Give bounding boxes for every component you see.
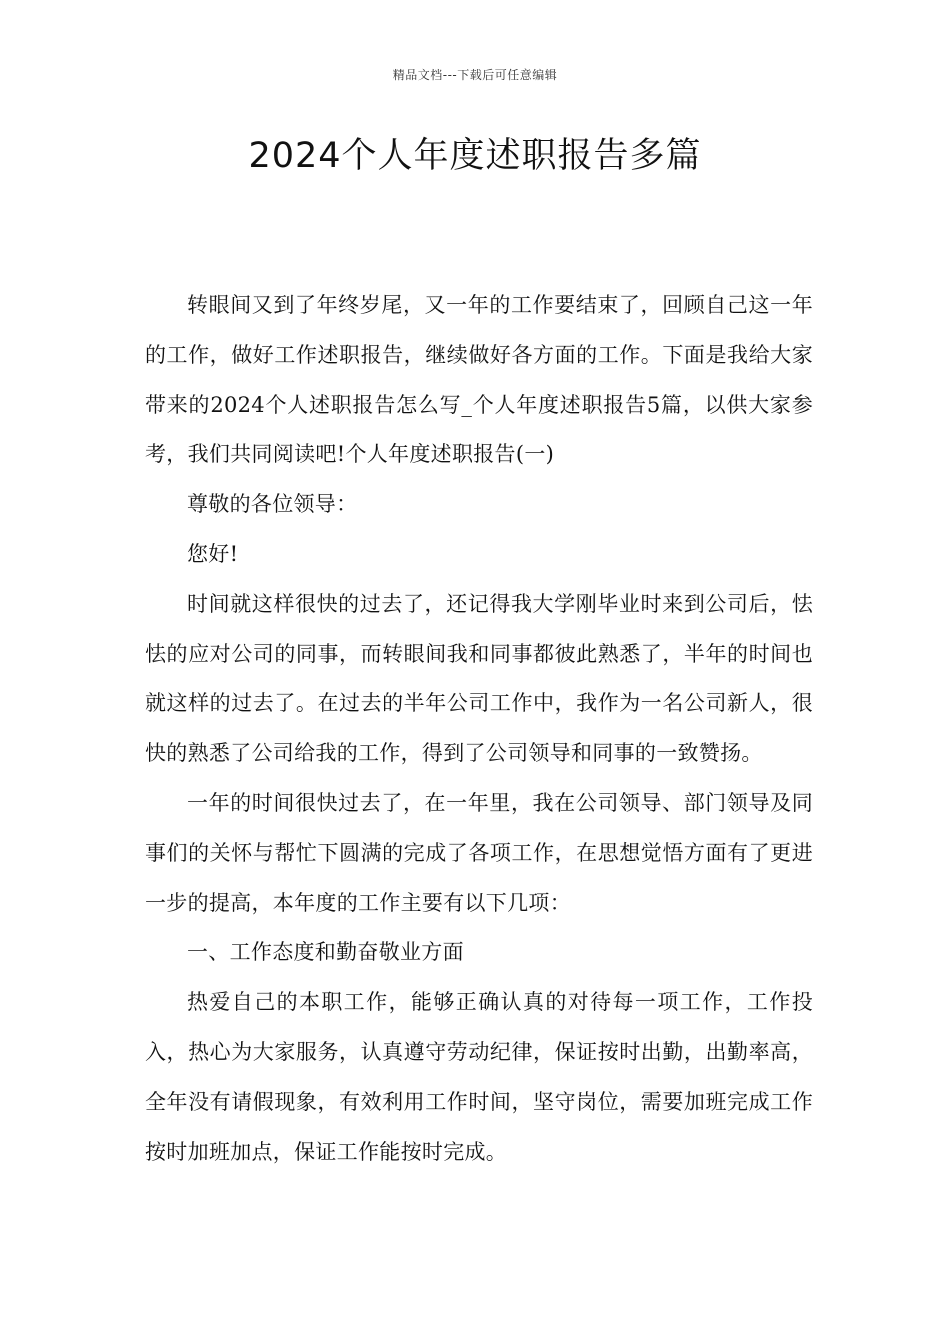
paragraph-intro: 转眼间又到了年终岁尾，又一年的工作要结束了，回顾自己这一年的工作，做好工作述职报告，继续做好各方面的工作。下面是我给大家带来的2024个人述职报告怎么写_个人年度述职报告5篇，以供大家参考，我们共同阅读吧!个人年度述职报告(一) bbox=[145, 293, 813, 467]
paragraph-greeting: 您好! bbox=[187, 541, 239, 566]
paragraph-salutation: 尊敬的各位领导： bbox=[187, 492, 358, 517]
header-note: 精品文档---下载后可任意编辑 bbox=[392, 68, 558, 82]
paragraph-body: 时间就这样很快的过去了，还记得我大学刚毕业时来到公司后，怯怯的应对公司的同事，而转眼间我和同事都彼此熟悉了，半年的时间也就这样的过去了。在过去的半年公司工作中，我作为一名公司新人，很快的熟悉了公司给我的工作，得到了公司领导和同事的一致赞扬。 bbox=[145, 591, 813, 766]
section-heading: 一、工作态度和勤奋敬业方面 bbox=[187, 940, 464, 965]
document-body bbox=[145, 281, 813, 1177]
paragraph-body: 热爱自己的本职工作，能够正确认真的对待每一项工作，工作投入，热心为大家服务，认真遵守劳动纪律，保证按时出勤，出勤率高，全年没有请假现象，有效利用工作时间，坚守岗位，需要加班完成工作按时加班加点，保证工作能按时完成。 bbox=[145, 990, 813, 1164]
document-title: 2024个人年度述职报告多篇 bbox=[248, 136, 702, 176]
paragraph-body: 一年的时间很快过去了，在一年里，我在公司领导、部门领导及同事们的关怀与帮忙下圆满的完成了各项工作，在思想觉悟方面有了更进一步的提高，本年度的工作主要有以下几项： bbox=[145, 790, 813, 915]
